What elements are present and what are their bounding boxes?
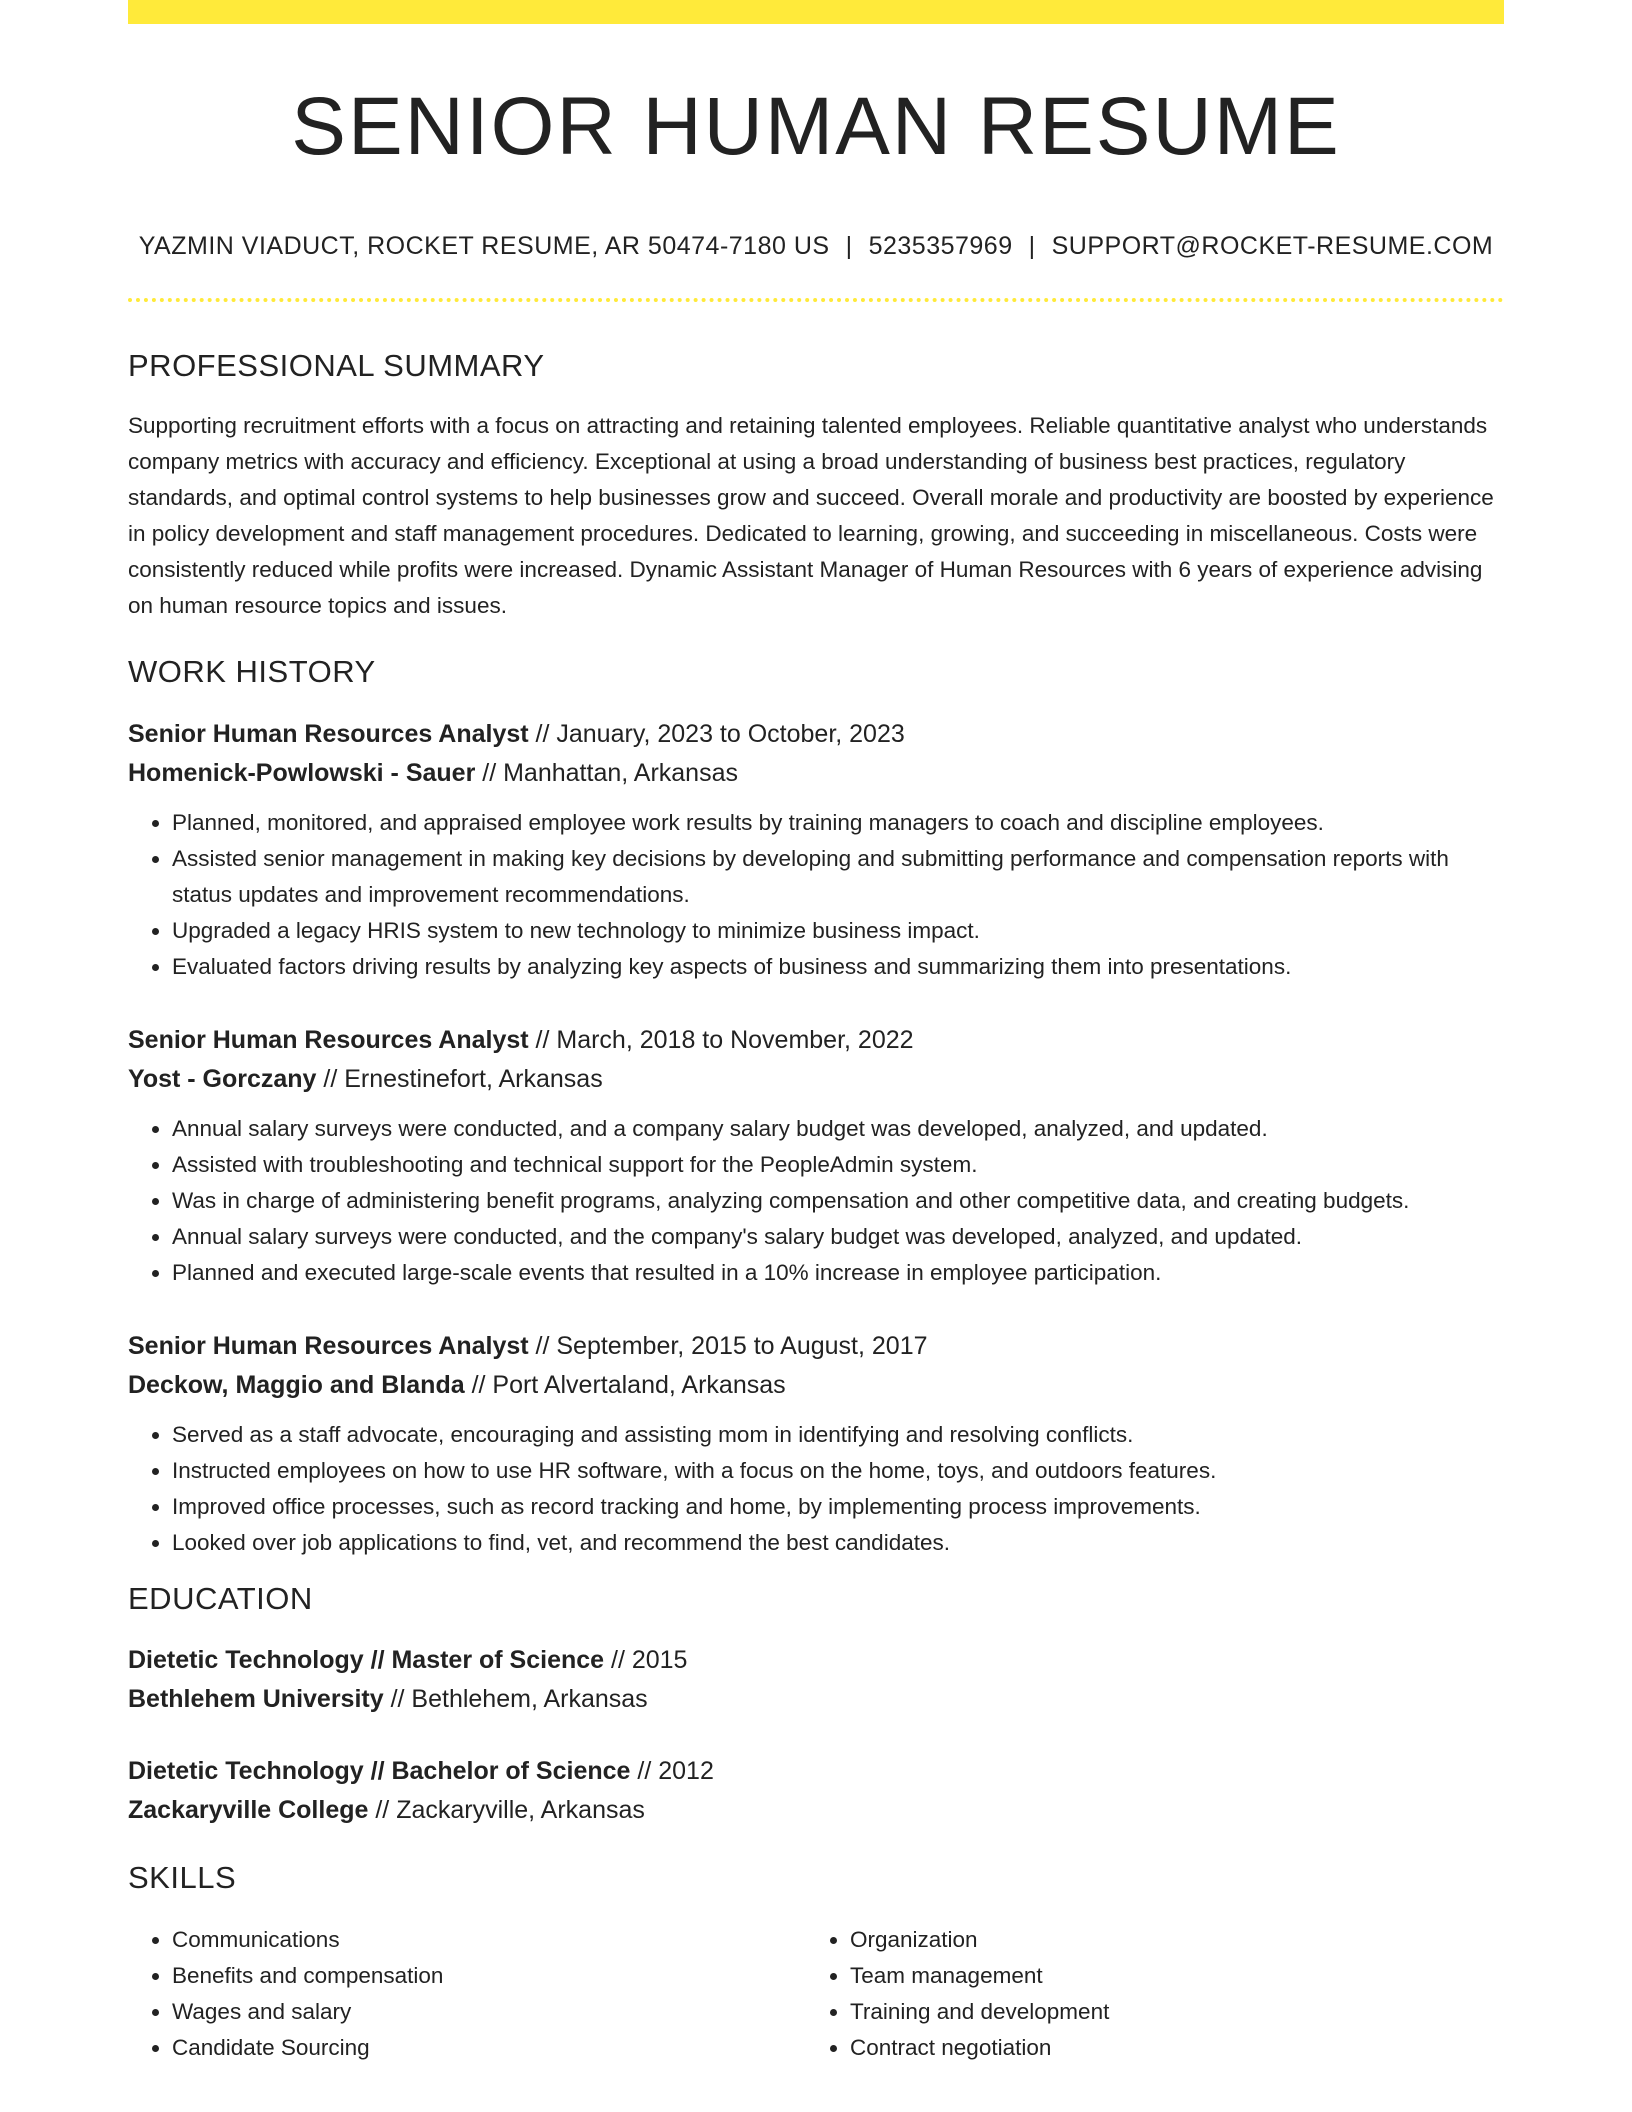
skill-item: • Candidate Sourcing xyxy=(172,2030,806,2066)
job-title: Senior Human Resources Analyst xyxy=(128,1332,529,1360)
job-bullets xyxy=(128,1111,1504,1291)
list-item: • Upgraded a legacy HRIS system to new technology to minimize business impact. xyxy=(172,913,1504,949)
school-location: // Bethlehem, Arkansas xyxy=(383,1685,648,1713)
job-location: // Port Alvertaland, Arkansas xyxy=(464,1371,786,1399)
job-dates: // January, 2023 to October, 2023 xyxy=(528,720,905,748)
list-item: • Assisted with troubleshooting and technical support for the PeopleAdmin system. xyxy=(172,1147,1504,1183)
job-location: // Ernestinefort, Arkansas xyxy=(316,1065,603,1093)
job-bullets xyxy=(128,805,1504,985)
degree: Dietetic Technology // Master of Science xyxy=(128,1646,605,1674)
job-location: // Manhattan, Arkansas xyxy=(475,759,738,787)
skills-list-left xyxy=(128,1922,806,2066)
job-company: Homenick-Powlowski - Sauer xyxy=(128,759,476,787)
graduation-year: // 2015 xyxy=(604,1646,688,1674)
list-item: • Planned, monitored, and appraised employee work results by training managers to coach and discipline employees. xyxy=(172,805,1504,841)
job-title: Senior Human Resources Analyst xyxy=(128,1026,529,1054)
job-company: Deckow, Maggio and Blanda xyxy=(128,1371,465,1399)
resume-page xyxy=(128,0,1504,2066)
job-entry xyxy=(128,1021,1504,1291)
school-line xyxy=(128,1791,1504,1830)
summary-text: Supporting recruitment efforts with a focus on attracting and retaining talented employees. Reliable quantitative analyst who understands company metrics with accuracy and efficiency. Exceptional at using a broad understanding of business best practices, regulatory standards, and optimal control systems to help businesses grow and succeed. Overall morale and productivity are boosted by experience in policy development and staff management procedures. Dedicated to learning, growing, and succeeding in miscellaneous. Costs were consistently reduced while profits were increased. Dynamic Assistant Manager of Human Resources with 6 years of experience advising on human resource topics and issues. xyxy=(128,413,1494,618)
accent-bar xyxy=(128,0,1504,24)
skill-item: • Team management xyxy=(850,1958,1484,1994)
job-entry xyxy=(128,1327,1504,1561)
school: Zackaryville College xyxy=(128,1796,369,1824)
list-item: • Planned and executed large-scale events that resulted in a 10% increase in employee participation. xyxy=(172,1255,1504,1291)
list-item: • Evaluated factors driving results by analyzing key aspects of business and summarizing them into presentations. xyxy=(172,949,1504,985)
job-title-line xyxy=(128,1021,1504,1060)
list-item: • Was in charge of administering benefit programs, analyzing compensation and other competitive data, and creating budgets. xyxy=(172,1183,1504,1219)
school: Bethlehem University xyxy=(128,1685,384,1713)
job-company-line xyxy=(128,1060,1504,1099)
job-bullets xyxy=(128,1417,1504,1561)
list-item: • Annual salary surveys were conducted, and the company's salary budget was developed, analyzed, and updated. xyxy=(172,1219,1504,1255)
job-entry xyxy=(128,715,1504,985)
summary-heading: PROFESSIONAL SUMMARY xyxy=(128,348,545,383)
job-title-line xyxy=(128,1327,1504,1366)
graduation-year: // 2012 xyxy=(630,1757,714,1785)
education-entry xyxy=(128,1641,1504,1719)
job-company: Yost - Gorczany xyxy=(128,1065,317,1093)
job-title-line xyxy=(128,715,1504,754)
list-item: • Improved office processes, such as record tracking and home, by implementing process improvements. xyxy=(172,1489,1504,1525)
list-item: • Assisted senior management in making key decisions by developing and submitting performance and compensation reports with status updates and improvement recommendations. xyxy=(172,841,1504,913)
job-dates: // March, 2018 to November, 2022 xyxy=(528,1026,914,1054)
contact-phone: 5235357969 xyxy=(868,232,1013,260)
skills-list-right xyxy=(806,1922,1484,2066)
contact-email: SUPPORT@ROCKET-RESUME.COM xyxy=(1051,232,1494,260)
resume-title: SENIOR HUMAN RESUME xyxy=(291,81,1341,172)
skill-item: • Contract negotiation xyxy=(850,2030,1484,2066)
job-company-line xyxy=(128,1366,1504,1405)
list-item: • Annual salary surveys were conducted, and a company salary budget was developed, analyzed, and updated. xyxy=(172,1111,1504,1147)
skill-item: • Organization xyxy=(850,1922,1484,1958)
contact-separator: | xyxy=(1028,232,1036,260)
job-title: Senior Human Resources Analyst xyxy=(128,720,529,748)
education-entry xyxy=(128,1752,1504,1830)
contact-separator: | xyxy=(845,232,853,260)
contact-line xyxy=(128,232,1504,261)
school-location: // Zackaryville, Arkansas xyxy=(368,1796,645,1824)
contact-address: YAZMIN VIADUCT, ROCKET RESUME, AR 50474-7180 US xyxy=(138,232,830,260)
degree-line xyxy=(128,1752,1504,1791)
dotted-divider xyxy=(128,298,1504,302)
school-line xyxy=(128,1680,1504,1719)
skill-item: • Training and development xyxy=(850,1994,1484,2030)
education-heading: EDUCATION xyxy=(128,1581,313,1616)
list-item: • Looked over job applications to find, vet, and recommend the best candidates. xyxy=(172,1525,1504,1561)
list-item: • Served as a staff advocate, encouraging and assisting mom in identifying and resolving conflicts. xyxy=(172,1417,1504,1453)
job-dates: // September, 2015 to August, 2017 xyxy=(528,1332,928,1360)
skill-item: • Benefits and compensation xyxy=(172,1958,806,1994)
degree: Dietetic Technology // Bachelor of Science xyxy=(128,1757,631,1785)
skill-item: • Communications xyxy=(172,1922,806,1958)
list-item: • Instructed employees on how to use HR software, with a focus on the home, toys, and outdoors features. xyxy=(172,1453,1504,1489)
skills-columns xyxy=(128,1922,1504,2066)
work-history-heading: WORK HISTORY xyxy=(128,654,376,689)
skill-item: • Wages and salary xyxy=(172,1994,806,2030)
skills-heading: SKILLS xyxy=(128,1860,237,1895)
job-company-line xyxy=(128,754,1504,793)
degree-line xyxy=(128,1641,1504,1680)
